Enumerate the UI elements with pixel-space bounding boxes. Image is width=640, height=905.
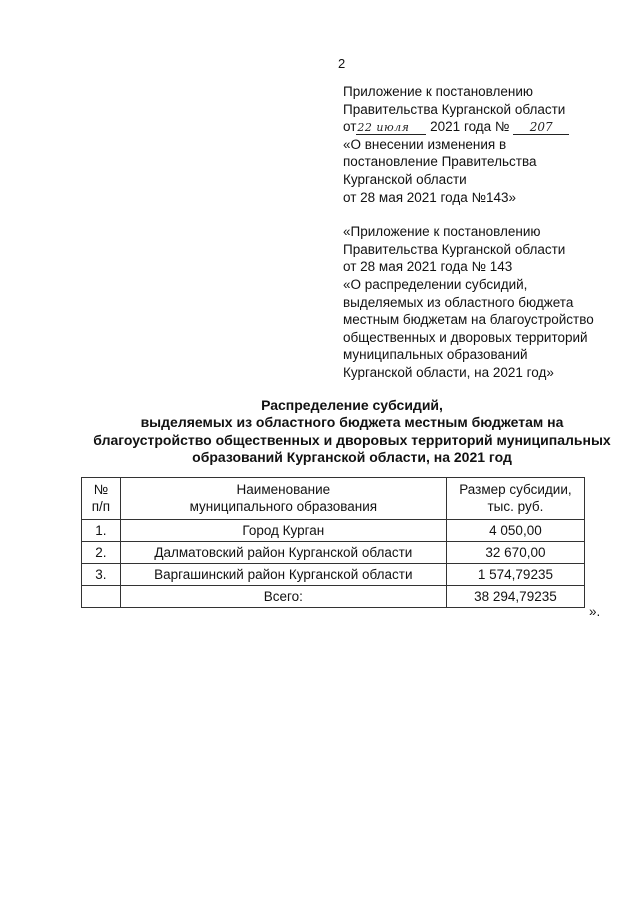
total-label: Всего: bbox=[120, 586, 446, 608]
row-num: 3. bbox=[82, 564, 121, 586]
header-sum-line-2: тыс. руб. bbox=[487, 499, 544, 514]
document-title bbox=[70, 397, 634, 467]
amend-line-1: «О внесении изменения в bbox=[343, 136, 507, 152]
appendix-line-7: общественных и дворовых территорий bbox=[343, 329, 588, 345]
table-row bbox=[82, 542, 585, 564]
header-name-line-1: Наименование bbox=[236, 482, 331, 497]
total-num-empty bbox=[82, 586, 121, 608]
appendix-line-1: «Приложение к постановлению bbox=[343, 224, 541, 240]
header-name bbox=[120, 478, 446, 520]
header-name-line-2: муниципального образования bbox=[189, 499, 378, 514]
row-sum: 4 050,00 bbox=[446, 520, 584, 542]
table-header-row bbox=[82, 478, 585, 520]
page-number: 2 bbox=[338, 56, 346, 71]
row-num: 1. bbox=[82, 520, 121, 542]
header-num-line-2: п/п bbox=[91, 499, 111, 514]
row-sum: 1 574,79235 bbox=[446, 564, 584, 586]
resolution-date-line bbox=[343, 118, 623, 136]
row-num: 2. bbox=[82, 542, 121, 564]
title-line-4: образований Курганской области, на 2021 год bbox=[192, 449, 512, 466]
appendix-line-2: Правительства Курганской области bbox=[343, 241, 566, 257]
row-sum: 32 670,00 bbox=[446, 542, 584, 564]
date-middle: 2021 года № bbox=[426, 119, 514, 135]
appendix-line-5: выделяемых из областного бюджета bbox=[343, 294, 574, 310]
appendix-line-8: муниципальных образований bbox=[343, 347, 528, 363]
title-line-3: благоустройство общественных и дворовых территорий муниципальных bbox=[93, 431, 611, 448]
header-sum-line-1: Размер субсидии, bbox=[459, 482, 572, 497]
row-name: Варгашинский район Курганской области bbox=[120, 564, 446, 586]
appendix-line-3: от 28 мая 2021 года № 143 bbox=[343, 259, 513, 275]
header-line-2: Правительства Курганской области bbox=[343, 101, 566, 117]
title-line-1: Распределение субсидий, bbox=[261, 397, 443, 413]
appendix-line-9: Курганской области, на 2021 год» bbox=[343, 364, 554, 380]
header-sum bbox=[446, 478, 584, 520]
table-total-row bbox=[82, 586, 585, 608]
amend-line-2: постановление Правительства bbox=[343, 154, 537, 170]
amend-line-4: от 28 мая 2021 года №143» bbox=[343, 189, 517, 205]
appendix-header bbox=[343, 83, 623, 382]
handwritten-number: 207 bbox=[513, 121, 569, 135]
date-prefix: от bbox=[343, 119, 357, 135]
header-num bbox=[82, 478, 121, 520]
appendix-line-6: местным бюджетам на благоустройство bbox=[343, 312, 594, 328]
row-name: Далматовский район Курганской области bbox=[120, 542, 446, 564]
appendix-line-4: «О распределении субсидий, bbox=[343, 276, 528, 292]
amend-line-3: Курганской области bbox=[343, 171, 467, 187]
total-sum: 38 294,79235 bbox=[446, 586, 584, 608]
closing-quote: ». bbox=[589, 604, 601, 619]
header-line-1: Приложение к постановлению bbox=[343, 84, 534, 99]
table-row bbox=[82, 564, 585, 586]
handwritten-date: 22 июля bbox=[356, 121, 426, 135]
table-row bbox=[82, 520, 585, 542]
title-line-2: выделяемых из областного бюджета местным бюджетам на bbox=[140, 414, 564, 431]
subsidies-table bbox=[81, 477, 585, 608]
header-num-line-1: № bbox=[93, 482, 109, 497]
row-name: Город Курган bbox=[120, 520, 446, 542]
